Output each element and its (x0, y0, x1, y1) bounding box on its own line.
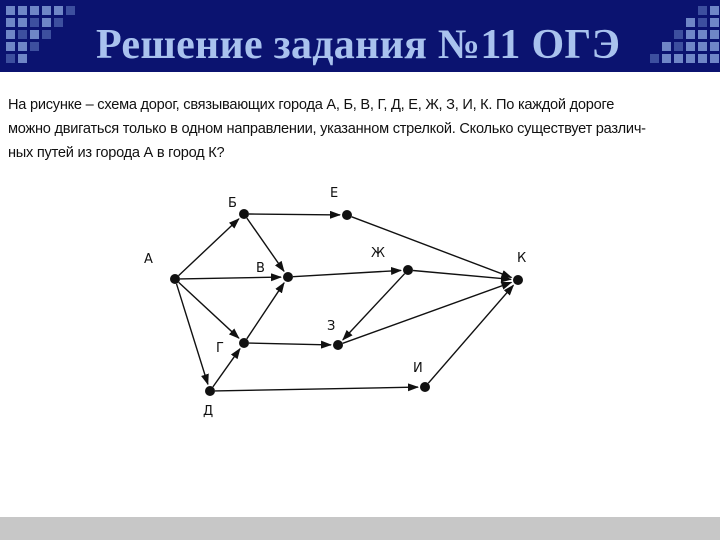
node-label-I: И (413, 361, 423, 376)
problem-line: ных путей из города А в город К? (8, 145, 225, 161)
node-V (283, 272, 293, 282)
node-E (342, 210, 352, 220)
node-Zh (403, 265, 413, 275)
edge-A-to-V (180, 277, 281, 279)
edge-I-to-K (428, 285, 513, 383)
node-label-E: Е (330, 186, 339, 201)
edge-B-to-V (247, 218, 284, 271)
node-G (239, 338, 249, 348)
edge-V-to-Zh (293, 270, 401, 276)
node-B (239, 209, 249, 219)
node-D (205, 386, 215, 396)
node-A (170, 274, 180, 284)
node-I (420, 382, 430, 392)
node-Z (333, 340, 343, 350)
edge-A-to-B (179, 219, 239, 276)
edge-Zh-to-Z (343, 274, 405, 340)
slide-footer-bar (0, 517, 720, 540)
node-label-Z: З (327, 319, 336, 334)
node-label-V: В (256, 261, 265, 276)
problem-line: На рисунке – схема дорог, связывающих города А, Б, В, Г, Д, Е, Ж, З, И, К. По каждой дороге (8, 97, 615, 113)
node-label-D: Д (203, 404, 214, 419)
node-label-G: Г (216, 341, 224, 356)
edge-A-to-D (177, 284, 208, 385)
nodes-layer (170, 209, 523, 396)
edge-B-to-E (249, 214, 340, 215)
edge-D-to-I (215, 387, 418, 391)
node-label-K: К (517, 251, 527, 266)
edge-G-to-Z (249, 343, 331, 345)
node-label-A: А (144, 252, 153, 267)
node-K (513, 275, 523, 285)
problem-line: можно двигаться только в одном направлении, указанном стрелкой. Сколько существует различ- (8, 121, 646, 137)
edge-A-to-G (179, 282, 239, 338)
node-label-Zh: Ж (371, 246, 386, 261)
node-label-B: Б (228, 196, 237, 211)
edges-layer (177, 214, 514, 391)
slide-title: Решение задания №11 ОГЭ (96, 22, 621, 68)
edge-G-to-V (247, 283, 284, 339)
